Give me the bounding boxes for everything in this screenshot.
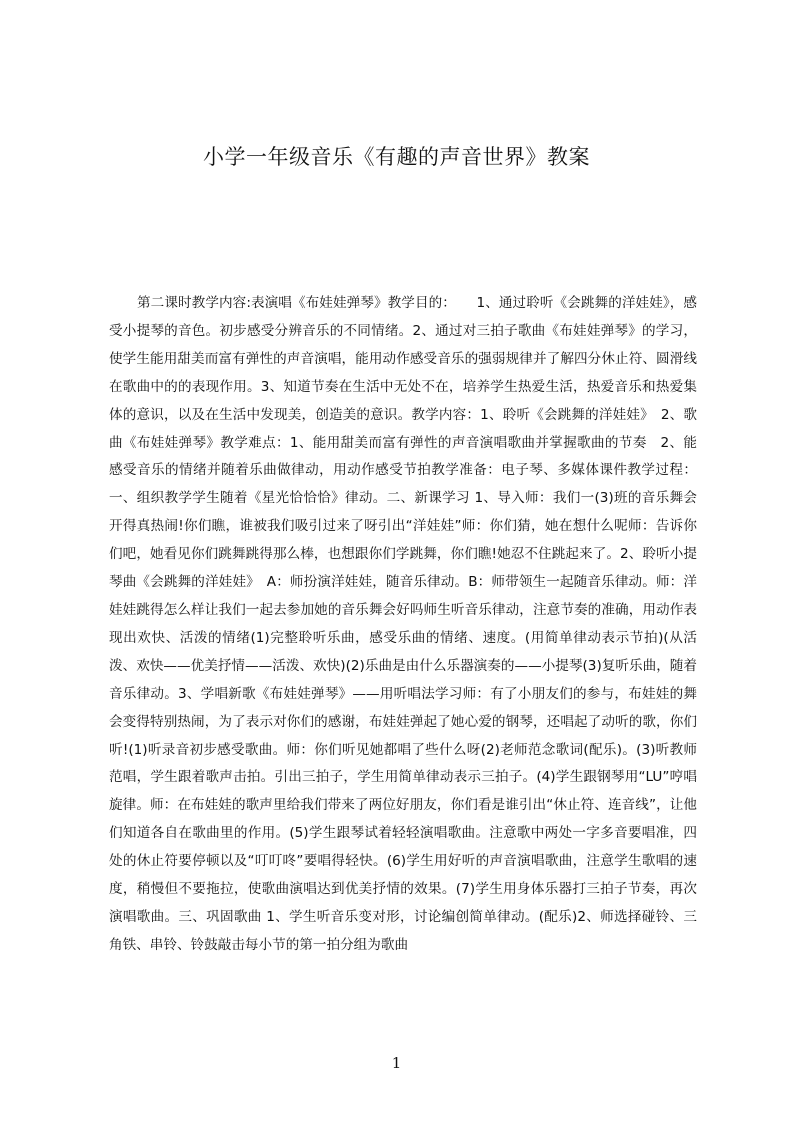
page-number: 1 xyxy=(391,1054,402,1072)
document-body-paragraph: 第二课时教学内容:表演唱《布娃娃弹琴》教学目的： 1、通过聆听《会跳舞的洋娃娃》，感受小提琴的音色。初步感受分辨音乐的不同情绪。2、通过对三拍子歌曲《布娃娃弹琴》的学习，使学生能用甜美而富有弹性的声音演唱，能用动作感受音乐的强弱规律并了解四分休止符、圆滑线在歌曲中的的表现作用。3、知道节奏在生活中无处不在，培养学生热爱生活，热爱音乐和热爱集体的意识，以及在生活中发现美，创造美的意识。教学内容：1、聆听《会跳舞的洋娃娃》 2、歌曲《布娃娃弹琴》教学难点：1、能用甜美而富有弹性的声音演唱歌曲并掌握歌曲的节奏 2、能感受音乐的情绪并随着乐曲做律动，用动作感受节拍教学准备：电子琴、多媒体课件教学过程：一、组织教学学生随着《星光恰恰恰》律动。二、新课学习 1、导入师：我们一(3)班的音乐舞会开得真热闹!你们瞧，谁被我们吸引过来了呀引出“洋娃娃”师：你们猜，她在想什么呢师：告诉你们吧，她看见你们跳舞跳得那么棒，也想跟你们学跳舞，你们瞧!她忍不住跳起来了。2、聆听小提琴曲《会跳舞的洋娃娃》 A：师扮演洋娃娃，随音乐律动。B：师带领生一起随音乐律动。师：洋娃娃跳得怎么样让我们一起去参加她的音乐舞会好吗师生听音乐律动，注意节奏的准确，用动作表现出欢快、活泼的情绪(1)完整聆听乐曲，感受乐曲的情绪、速度。(用简单律动表示节拍)(从活泼、欢快——优美抒情——活泼、欢快)(2)乐曲是由什么乐器演奏的——小提琴(3)复听乐曲，随着音乐律动。3、学唱新歌《布娃娃弹琴》——用听唱法学习师：有了小朋友们的参与，布娃娃的舞会变得特别热闹，为了表示对你们的感谢，布娃娃弹起了她心爱的钢琴，还唱起了动听的歌，你们听!(1)听录音初步感受歌曲。师：你们听见她都唱了些什么呀(2)老师范念歌词(配乐)。(3)听教师范唱，学生跟着歌声击拍。引出三拍子，学生用简单律动表示三拍子。(4)学生跟钢琴用“LU”哼唱旋律。师：在布娃娃的歌声里给我们带来了两位好朋友，你们看是谁引出“休止符、连音线”，让他们知道各自在歌曲里的作用。(5)学生跟琴试着轻轻演唱歌曲。注意歌中两处一字多音要唱准，四处的休止符要停顿以及“叮叮咚”要唱得轻快。(6)学生用好听的声音演唱歌曲，注意学生歌唱的速度，稍慢但不要拖拉，使歌曲演唱达到优美抒情的效果。(7)学生用身体乐器打三拍子节奏，再次演唱歌曲。三、巩固歌曲 1、学生听音乐变对形，讨论编创简单律动。(配乐)2、师选择碰铃、三角铁、串铃、铃鼓敲击每小节的第一拍分组为歌曲 xyxy=(109,295,697,953)
document-title: 小学一年级音乐《有趣的声音世界》教案 xyxy=(203,145,590,169)
